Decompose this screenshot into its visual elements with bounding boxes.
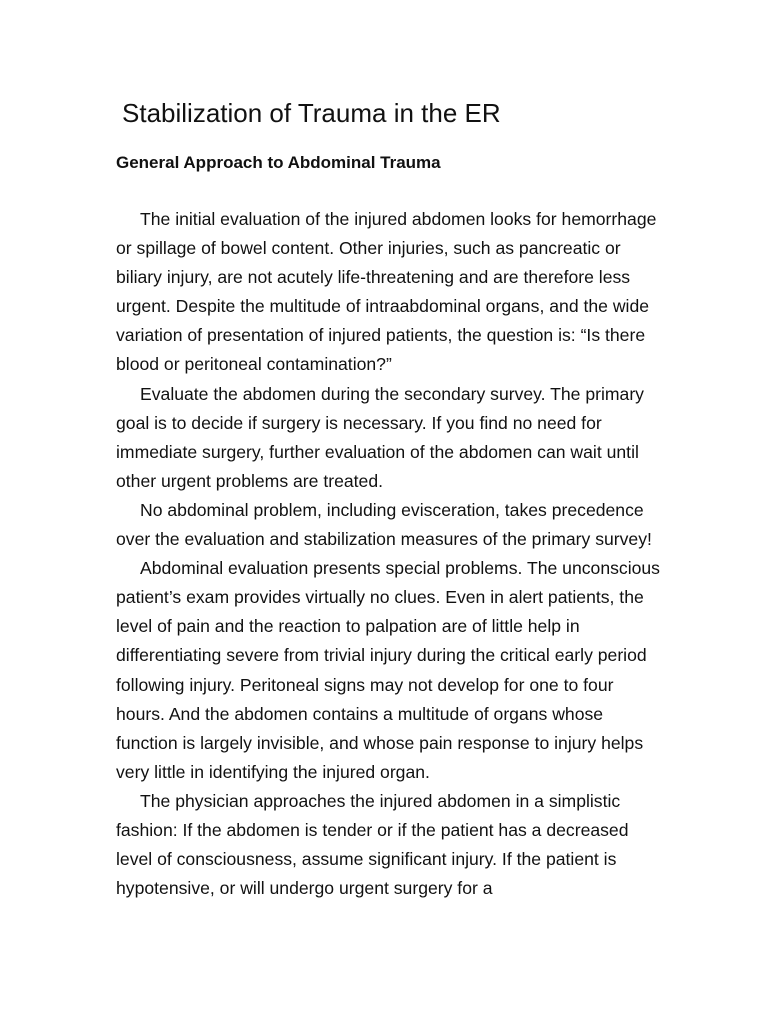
- page-title: Stabilization of Trauma in the ER: [122, 98, 501, 128]
- paragraph: Evaluate the abdomen during the secondary survey. The primary goal is to decide if surgery is necessary. If you find no need for immediate surgery, further evaluation of the abdomen can wait until other urgent problems are treated.: [116, 383, 644, 491]
- paragraph: The physician approaches the injured abdomen in a simplistic fashion: If the abdomen is tender or if the patient has a decreased level of consciousness, assume significant injury. If the patient is hypotensive, or will undergo urgent surgery for a: [116, 790, 629, 899]
- paragraph: The initial evaluation of the injured abdomen looks for hemorrhage or spillage of bowel content. Other injuries, such as pancreatic or biliary injury, are not acutely life-threatening and are therefore less urgent. Despite the multitude of intraabdominal organs, and the wide variation of presentation of injured patients, the question is: “Is there blood or peritoneal contamination?”: [116, 209, 657, 375]
- body-text: [116, 205, 661, 903]
- paragraph: Abdominal evaluation presents special problems. The unconscious patient’s exam provides virtually no clues. Even in alert patients, the level of pain and the reaction to palpation are of little help in differentiating severe from trivial injury during the critical early period following injury. Peritoneal signs may not develop for one to four hours. And the abdomen contains a multitude of organs whose function is largely invisible, and whose pain response to injury helps very little in identifying the injured organ.: [116, 558, 660, 782]
- paragraph: No abdominal problem, including evisceration, takes precedence over the evaluation and stabilization measures of the primary survey!: [116, 499, 652, 550]
- section-heading: General Approach to Abdominal Trauma: [116, 153, 441, 172]
